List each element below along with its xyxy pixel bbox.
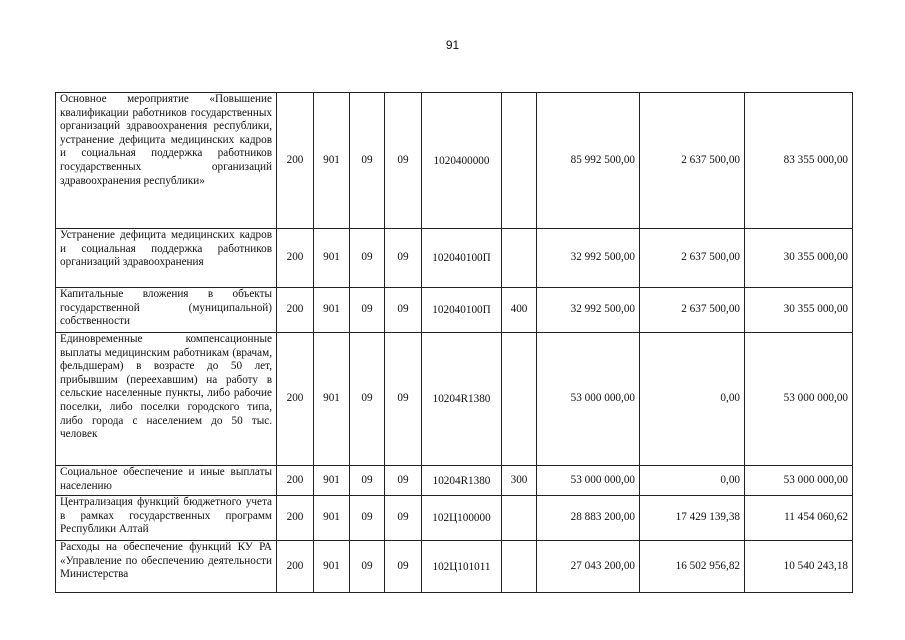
cell-type — [502, 541, 537, 593]
table-row — [56, 229, 853, 288]
cell-type: 300 — [502, 466, 537, 496]
cell-v2: 2 637 500,00 — [640, 288, 745, 333]
cell-type: 400 — [502, 288, 537, 333]
row-name: Капитальные вложения в объекты государственной (муниципальной) собственности — [56, 288, 277, 333]
cell-v1: 28 883 200,00 — [537, 496, 640, 541]
cell-c2: 901 — [314, 288, 350, 333]
budget-table — [55, 92, 853, 593]
cell-v1: 32 992 500,00 — [537, 288, 640, 333]
cell-v2: 0,00 — [640, 333, 745, 466]
cell-c1: 200 — [277, 93, 314, 229]
table-row — [56, 496, 853, 541]
cell-c4: 09 — [385, 541, 422, 593]
cell-v2: 0,00 — [640, 466, 745, 496]
cell-type — [502, 333, 537, 466]
cell-v2: 2 637 500,00 — [640, 229, 745, 288]
row-name: Расходы на обеспечение функций КУ РА «Управление по обеспечению деятельности Министерства — [56, 541, 277, 593]
row-name: Централизация функций бюджетного учета в рамках государственных программ Республики Алтай — [56, 496, 277, 541]
cell-c4: 09 — [385, 229, 422, 288]
cell-c2: 901 — [314, 496, 350, 541]
cell-c4: 09 — [385, 288, 422, 333]
table-row — [56, 288, 853, 333]
cell-v1: 32 992 500,00 — [537, 229, 640, 288]
cell-c2: 901 — [314, 541, 350, 593]
cell-c1: 200 — [277, 288, 314, 333]
cell-c2: 901 — [314, 466, 350, 496]
cell-c3: 09 — [350, 93, 385, 229]
cell-c2: 901 — [314, 229, 350, 288]
cell-code: 102040100П — [422, 288, 502, 333]
row-name: Устранение дефицита медицинских кадров и социальная поддержка работников организаций здравоохранения — [56, 229, 277, 288]
cell-c4: 09 — [385, 93, 422, 229]
cell-code: 10204R1380 — [422, 466, 502, 496]
table-row — [56, 333, 853, 466]
cell-v1: 53 000 000,00 — [537, 333, 640, 466]
cell-v2: 16 502 956,82 — [640, 541, 745, 593]
cell-c4: 09 — [385, 496, 422, 541]
cell-code: 102040100П — [422, 229, 502, 288]
cell-v3: 53 000 000,00 — [745, 466, 853, 496]
cell-v3: 53 000 000,00 — [745, 333, 853, 466]
cell-c3: 09 — [350, 466, 385, 496]
cell-c2: 901 — [314, 93, 350, 229]
cell-c3: 09 — [350, 541, 385, 593]
table-row — [56, 93, 853, 229]
cell-c1: 200 — [277, 229, 314, 288]
table-row — [56, 466, 853, 496]
row-name: Социальное обеспечение и иные выплаты населению — [56, 466, 277, 496]
cell-type — [502, 229, 537, 288]
cell-c4: 09 — [385, 466, 422, 496]
cell-v3: 30 355 000,00 — [745, 229, 853, 288]
cell-type — [502, 93, 537, 229]
cell-c1: 200 — [277, 466, 314, 496]
cell-c3: 09 — [350, 229, 385, 288]
table-row — [56, 541, 853, 593]
cell-code: 10204R1380 — [422, 333, 502, 466]
cell-v3: 30 355 000,00 — [745, 288, 853, 333]
page-number: 91 — [445, 38, 460, 52]
cell-type — [502, 496, 537, 541]
row-name: Основное мероприятие «Повышение квалификации работников государственных организаций здравоохранения республики, устранение дефицита медицинских кадров и социальная поддержка работников государственных организаций здравоохранения республики» — [56, 93, 277, 229]
cell-c1: 200 — [277, 541, 314, 593]
cell-v1: 85 992 500,00 — [537, 93, 640, 229]
cell-v1: 27 043 200,00 — [537, 541, 640, 593]
cell-c1: 200 — [277, 333, 314, 466]
cell-c3: 09 — [350, 288, 385, 333]
cell-code: 102Ц100000 — [422, 496, 502, 541]
cell-c2: 901 — [314, 333, 350, 466]
cell-c4: 09 — [385, 333, 422, 466]
cell-c1: 200 — [277, 496, 314, 541]
cell-c3: 09 — [350, 333, 385, 466]
cell-v3: 83 355 000,00 — [745, 93, 853, 229]
cell-v1: 53 000 000,00 — [537, 466, 640, 496]
cell-code: 1020400000 — [422, 93, 502, 229]
cell-v3: 11 454 060,62 — [745, 496, 853, 541]
cell-v3: 10 540 243,18 — [745, 541, 853, 593]
cell-c3: 09 — [350, 496, 385, 541]
cell-v2: 17 429 139,38 — [640, 496, 745, 541]
cell-v2: 2 637 500,00 — [640, 93, 745, 229]
cell-code: 102Ц101011 — [422, 541, 502, 593]
row-name: Единовременные компенсационные выплаты медицинским работникам (врачам, фельдшерам) в возрасте до 50 лет, прибывшим (переехавшим) на работу в сельские населенные пункты, либо рабочие поселки, либо поселки городского типа, либо города с населением до 50 тыс. человек — [56, 333, 277, 466]
